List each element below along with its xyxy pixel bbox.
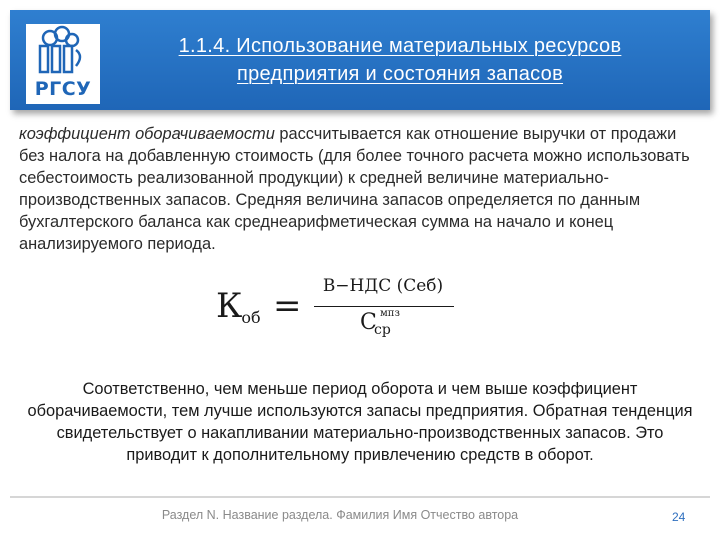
formula-lhs-symbol: К	[216, 286, 243, 326]
denominator-symbol: С	[360, 310, 377, 335]
fraction-bar	[314, 306, 454, 307]
denominator-subscript: ср	[374, 322, 391, 338]
title-line-2: предприятия и состояния запасов	[236, 63, 564, 85]
definition-paragraph	[19, 123, 703, 255]
formula-equals: =	[273, 286, 302, 326]
title-line-1: 1.1.4. Использование материальных ресурсов	[178, 35, 622, 57]
definition-text: рассчитывается как отношение выручки от продажи без налога на добавленную стоимость (для более точного расчета можно использовать себестоимость реализованной продукции) к средней величине материально-производственных запасов. Средняя величина запасов определяется по данным бухгалтерского баланса как среднеарифметическая сумма на начало и конец анализируемого периода.	[19, 125, 690, 253]
slide-header	[10, 10, 710, 110]
footer-text: Раздел N. Название раздела. Фамилия Имя Отчество автора	[161, 508, 519, 522]
denominator-superscript: мпз	[380, 308, 400, 319]
logo-text: РГСУ	[34, 78, 92, 100]
slide-title	[110, 32, 690, 88]
building-emblem-icon	[26, 24, 100, 80]
defined-term: коэффициент оборачиваемости	[19, 125, 275, 143]
conclusion-paragraph: Соответственно, чем меньше период оборота и чем выше коэффициент оборачиваемости, тем лучше используются запасы предприятия. Обратная тенденция свидетельствует о накапливании материально-производственных запасов. Это приводит к дополнительному привлечению средств в оборот.	[27, 380, 693, 464]
formula-lhs	[216, 286, 261, 327]
turnover-formula	[214, 276, 454, 342]
formula-numerator: В−НДС (Себ)	[322, 276, 444, 296]
page-number: 24	[672, 510, 686, 524]
formula-denominator	[360, 308, 400, 338]
formula-lhs-subscript: об	[241, 308, 261, 327]
logo	[26, 24, 100, 104]
footer-divider	[10, 496, 710, 498]
